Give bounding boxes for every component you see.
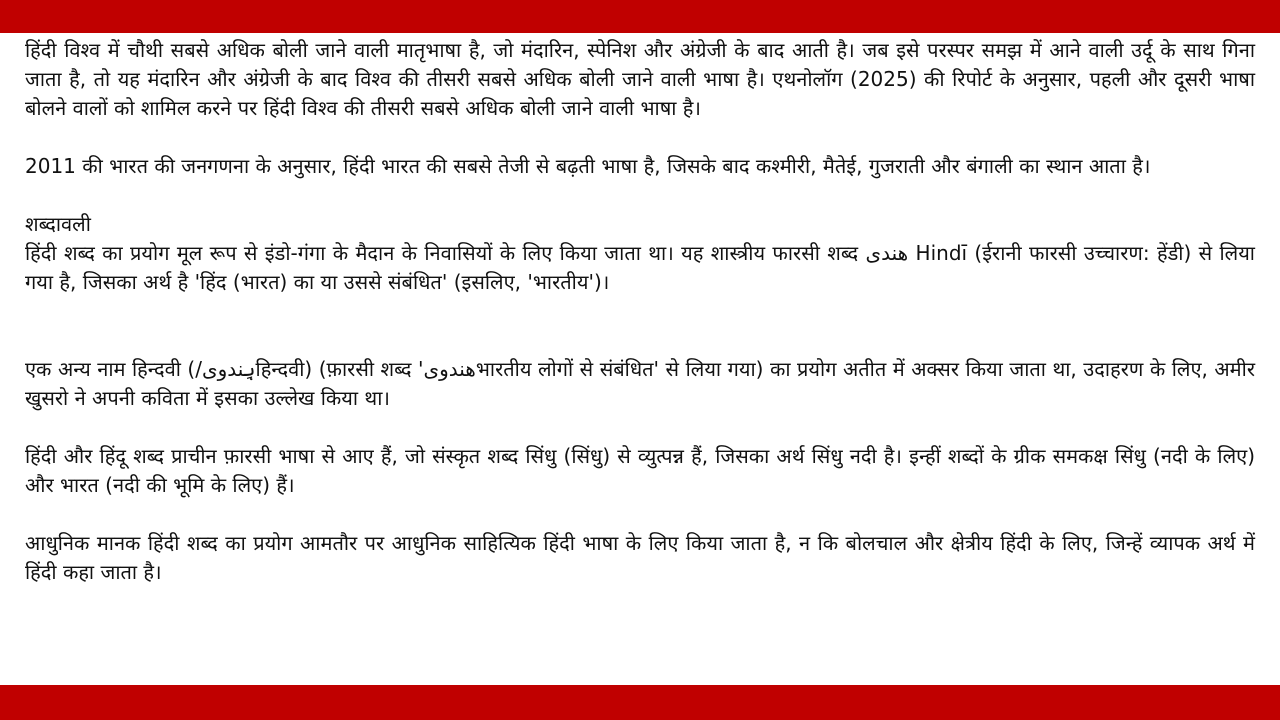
paragraph-spacer bbox=[25, 297, 1255, 355]
text-run: Hindī (ईरानी फारसी उच्चारण: हेंडी) से लिया गया है, जिसका अर्थ है 'हिंद (भारत) का या उससे संबंधित' (इसलिए, 'भारतीय')। bbox=[25, 241, 1255, 294]
document-body bbox=[25, 36, 1255, 587]
paragraph-census: 2011 की भारत की जनगणना के अनुसार, हिंदी भारत की सबसे तेजी से बढ़ती भाषा है, जिसके बाद कश्मीरी, मैतेई, गुजराती और बंगाली का स्थान आता है। bbox=[25, 154, 1151, 178]
paragraph-ranking: हिंदी विश्व में चौथी सबसे अधिक बोली जाने वाली मातृभाषा है, जो मंदारिन, स्पेनिश और अंग्रेजी के बाद आती है। जब इसे परस्पर समझ में आने वाली उर्दू के साथ गिना जाता है, तो यह मंदारिन और अंग्रेजी के बाद विश्व की तीसरी सबसे अधिक बोली जाने वाली भाषा है। एथनोलॉग (2025) की रिपोर्ट के अनुसार, पहली और दूसरी भाषा बोलने वालों को शामिल करने पर हिंदी विश्व की तीसरी सबसे अधिक बोली जाने वाली भाषा है। bbox=[25, 38, 1255, 120]
paragraph-etymology-hindi bbox=[25, 239, 1255, 297]
paragraph-hindavi bbox=[25, 355, 1255, 413]
paragraph-spacer bbox=[25, 181, 1255, 210]
text-run: भारतीय लोगों से संबंधित' से लिया गया) का प्रयोग अतीत में अक्सर किया जाता था, उदाहरण के लिए, अमीर खुसरो ने अपनी कविता में इसका उल्लेख किया था। bbox=[25, 357, 1255, 410]
paragraph-modern-standard: आधुनिक मानक हिंदी शब्द का प्रयोग आमतौर पर आधुनिक साहित्यिक हिंदी भाषा के लिए किया जाता है, न कि बोलचाल और क्षेत्रीय हिंदी के लिए, जिन्हें व्यापक अर्थ में हिंदी कहा जाता है। bbox=[25, 531, 1255, 584]
paragraph-sindhu: हिंदी और हिंदू शब्द प्राचीन फ़ारसी भाषा से आए हैं, जो संस्कृत शब्द सिंधु (सिंधु) से व्युत्पन्न हैं, जिसका अर्थ सिंधु नदी है। इन्हीं शब्दों के ग्रीक समकक्ष सिंधु (नदी के लिए) और भारत (नदी की भूमि के लिए) हैं। bbox=[25, 444, 1255, 497]
paragraph-spacer bbox=[25, 413, 1255, 442]
persian-word-hindavi: هندوی bbox=[423, 357, 476, 381]
urdu-word-hindavi: ہِندوی bbox=[201, 357, 256, 381]
paragraph-spacer bbox=[25, 123, 1255, 152]
bottom-accent-bar bbox=[0, 685, 1280, 720]
text-run: हिन्दवी) (फ़ारसी शब्द ' bbox=[255, 357, 424, 381]
persian-word-hindi: هندی bbox=[865, 241, 909, 265]
paragraph-spacer bbox=[25, 500, 1255, 529]
text-run: हिंदी शब्द का प्रयोग मूल रूप से इंडो-गंगा के मैदान के निवासियों के लिए किया जाता था। यह शास्त्रीय फारसी शब्द bbox=[25, 241, 866, 265]
top-accent-bar bbox=[0, 0, 1280, 33]
section-heading-vocabulary: शब्दावली bbox=[25, 212, 91, 236]
text-run: एक अन्य नाम हिन्दवी (/ bbox=[25, 357, 202, 381]
